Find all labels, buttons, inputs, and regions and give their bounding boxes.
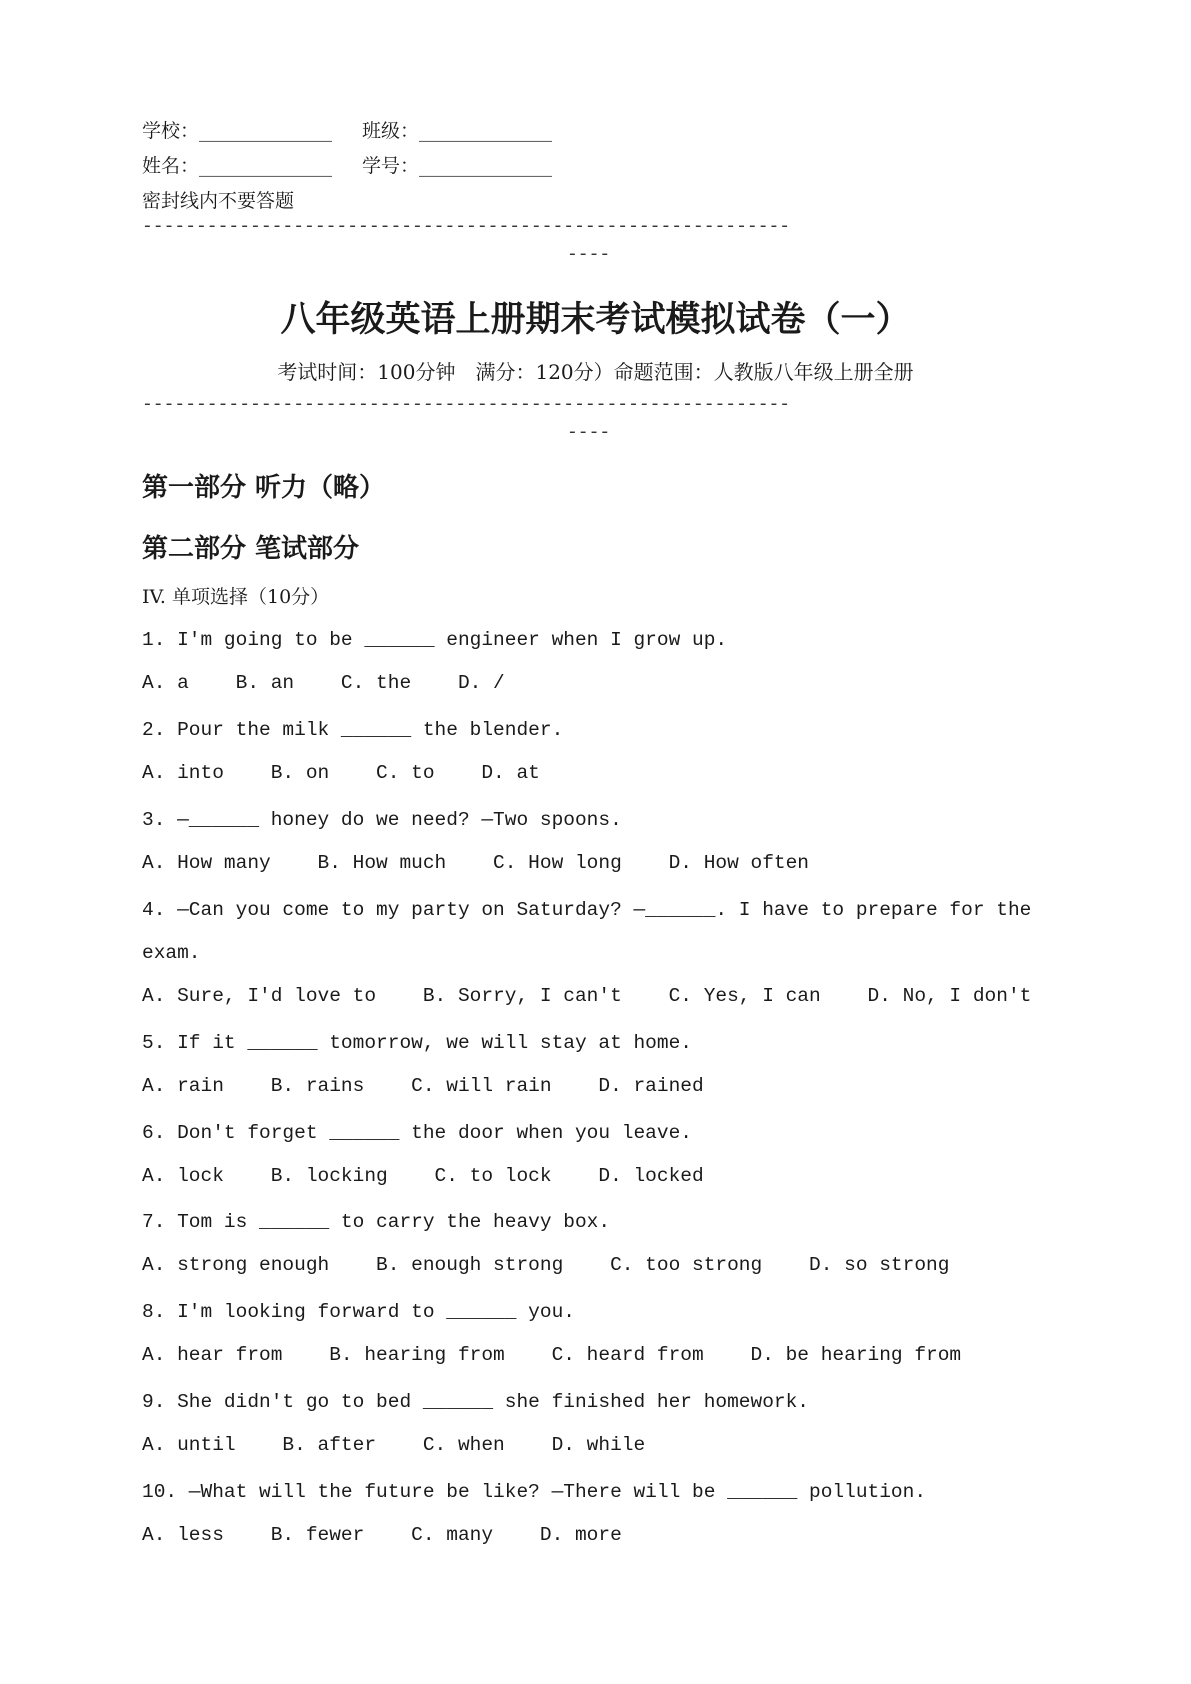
question-4-stem: 4. —Can you come to my party on Saturday? —______. I have to prepare for the [142, 899, 1032, 921]
question-8-stem: 8. I'm looking forward to ______ you. [142, 1301, 575, 1323]
question-7-options: A. strong enough B. enough strong C. too strong D. so strong [142, 1254, 950, 1276]
question-6-options: A. lock B. locking C. to lock D. locked [142, 1165, 704, 1187]
question-5-stem: 5. If it ______ tomorrow, we will stay at home. [142, 1032, 692, 1054]
question-6-stem: 6. Don't forget ______ the door when you leave. [142, 1122, 692, 1144]
part1-heading: 第一部分 听力（略） [142, 473, 386, 503]
part2-heading: 第二部分 笔试部分 [142, 534, 360, 564]
exam-title: 八年级英语上册期末考试模拟试卷（一） [280, 300, 911, 340]
exam-subtitle: 考试时间：100分钟 满分：120分）命题范围：人教版八年级上册全册 [277, 360, 914, 384]
question-10-stem: 10. —What will the future be like? —There will be ______ pollution. [142, 1481, 927, 1503]
part4-heading: IV. 单项选择（10分） [142, 586, 330, 608]
title-separator-tail: ---- [567, 423, 611, 443]
school-field: 学校：______________ [142, 120, 333, 142]
seal-line-tail: ---- [567, 245, 611, 265]
seal-line: ------------------------------------------------------------ [142, 217, 791, 237]
question-8-options: A. hear from B. hearing from C. heard from D. be hearing from [142, 1344, 962, 1366]
question-7-stem: 7. Tom is ______ to carry the heavy box. [142, 1211, 611, 1233]
seal-notice: 密封线内不要答题 [142, 190, 295, 212]
question-2-stem: 2. Pour the milk ______ the blender. [142, 719, 564, 741]
student-id-field: 学号：______________ [362, 155, 553, 177]
question-4-options: A. Sure, I'd love to B. Sorry, I can't C. Yes, I can D. No, I don't [142, 985, 1032, 1007]
question-1-options: A. a B. an C. the D. / [142, 672, 505, 694]
question-9-stem: 9. She didn't go to bed ______ she finished her homework. [142, 1391, 810, 1413]
question-1-stem: 1. I'm going to be ______ engineer when I grow up. [142, 629, 728, 651]
name-field: 姓名：______________ [142, 155, 333, 177]
title-separator: ------------------------------------------------------------ [142, 395, 791, 415]
question-10-options: A. less B. fewer C. many D. more [142, 1524, 622, 1546]
class-field: 班级：______________ [362, 120, 553, 142]
question-3-stem: 3. —______ honey do we need? —Two spoons. [142, 809, 622, 831]
question-2-options: A. into B. on C. to D. at [142, 762, 540, 784]
question-9-options: A. until B. after C. when D. while [142, 1434, 646, 1456]
question-4-stem-continued: exam. [142, 942, 201, 964]
question-5-options: A. rain B. rains C. will rain D. rained [142, 1075, 704, 1097]
question-3-options: A. How many B. How much C. How long D. How often [142, 852, 810, 874]
